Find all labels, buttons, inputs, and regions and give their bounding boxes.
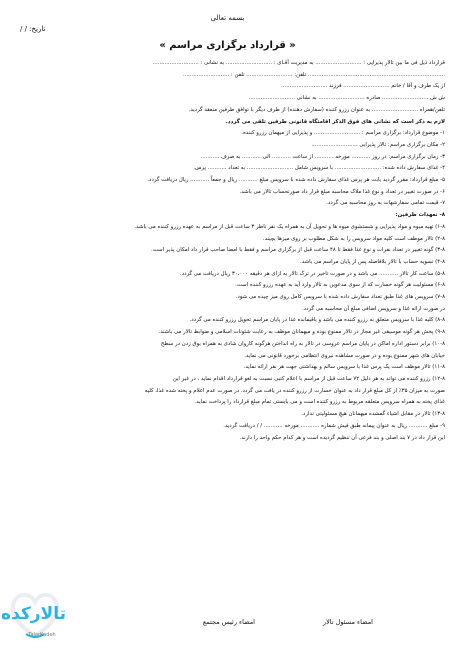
contract-line: تلفن/همراه ........................... به عنوان رزرو کننده (سفارش دهنده) از طرف دیگر با توافق طرفین منعقد گردید. [188,106,445,113]
contract-line: ۵- مبلغ قرارداد: مقرر گردید بابت هر پرس غذای سفارش داده شده با سرویس مبلغ ........... ریال و جمعاً ........... ریال دریافت گردد. [147,177,445,184]
contract-line: ۹-۸) پخش هر گونه موسیقی غیر مجاز در تالار ممنوع بوده و میهمانان موظف به رعایت شئونات اسلامی و ضوابط تالار می باشند. [158,329,445,336]
contract-line: قرارداد ذیل فی ما بین تالار پذیرایی : ........................... به مدیریت آقـای : ........................... به نشانی : ........................... [152,60,445,66]
contract-line: ۶- در صورت تغییر در تعداد و نوع غذا ملاک محاسبه مبلغ قرار داد صورتحساب تالار می باشد. [239,188,445,195]
contract-line: ۵-۸) ساعت کار تالار ........... می باشد و در صورت تاخیر در ترک تالار به ازای هر دقیقه ۳۰،۰۰۰ ریال دریافت می گردد. [179,270,445,277]
logo-subtext: TalarKadeh [28,632,56,638]
contract-line: ۱-۸) تهیه میوه و مواد پذیرایی و شستشوی میوه ها و تحویل آن به همراه یک نفر ناظر ۳ ساعت قبل از مراسم به عهده رزرو کننده می باشد. [134,223,445,230]
basmala: بسمه تعالی [210,14,245,22]
contract-line: در صورت ارائه غذا و سرویس اضافی مبلغ آن محاسبه می گردد. [302,305,445,312]
contract-line: ۱۱-۸) تالار موظف است یک پرس غذا با سرویس سالم و بهداشتی جهت هر نفر ارائه نماید. [243,364,445,371]
contract-line: ۲-۸) تالار موظف است کلیه مواد سرویس را به شکل مطلوب بر روی میزها بچیند. [262,235,445,242]
contract-line: ۷- قیمت تمامی سفارشهات به روز محاسبه می گردد. [326,200,445,207]
contract-line: ۳- زمان برگزاری مراسم: در روز ........... مورخه ........... از ساعت ........... الی ........... به صرف ........... [200,153,445,160]
contract-body [11,58,445,444]
contract-line: ................................................................................ تلفن: ........................... تلفن : ........................... [182,71,445,78]
contract-line: ۸- تعهدات طرفین: [395,212,445,219]
contract-line: از یک طرف و آقا / خانم ........................... فرزند ........................... [281,83,445,90]
contract-line: ۶-۸) مسئولیت هر گونه خسارت که از سوی مدعوین به تالار وارد آید به عهده رزرو کننده است. [235,282,445,289]
contract-line: ۹- مبلغ ........... ریال به عنوان پیمانه طبق فیش شماره ........... مورخه ........... / / دریافت گردید. [223,422,445,429]
contract-line: غذای پخته به همراه سرویس متعلقه مربوط به رزرو کننده است و می بایستی تمام مبلغ قرارداد را پرداخت نماید. [194,399,445,406]
contract-line: ۳-۸) گونه تغییر در تعداد نفرات و نوع غذا فقط تا ۴۸ ساعت قبل از برگزاری مراسم و فقط با امضا صاحب قرار داد امکان پذیر است. [150,247,445,254]
contract-line: ۱۲-۸) رزرو کننده می تواند به هر دلیل ۷۲ ساعت قبل از مراسم با اعلام کتبی نسبت به لغو قرارداد اقدام نماید ، در غیر این [172,375,445,382]
talarkadeh-logo [1,584,66,644]
logo-text: تالارکده [1,604,66,624]
contract-line: ۱۳-۸) تالار در مقابل اشیاء گمشده میهمانان هیچ مسئولیتی ندارد. [301,411,445,418]
contract-line: ۴-۸) تسویه حساب با تالار بلافاصله پس از پایان مراسم می باشد. [300,258,445,265]
signature-complex-head: امضاء رئیس مجتمع [202,618,255,626]
contract-line: ۱۰-۸) برابر دستور اداره اماکن در پایان مراسم عروسی در تالار به راه انداختن هرگونه کاروان شادی به همراه بوق زدن در سطح [160,340,445,347]
contract-line: ۴- غذای سفارش داده شده: ........................... با سرویس شامل ........................... به تعداد ........... پرس. [193,165,445,172]
contract-line: این قرار داد در ۷ بند اصلی و بند فرعی آن تنظیم گردیده است و هر کدام حکم واحد را دارند. [239,434,445,441]
contract-line: صورت به میزان ۳۵٪ از کل مبلغ قرار داد به عنوان خسارت از رزرو کننده در یافت می گردد. در صورت عدم اعلام و پخته شده غذا، کلیه [144,387,445,394]
contract-line: ش ش ........................... صادره ........................... به نشانی ........................... [248,95,445,102]
contract-title: « قرارداد برگزاری مراسم » [159,40,296,51]
contract-line: ۲- مکان برگزاری مراسم: تالار پذیرایی ........................... [311,141,445,148]
contract-line: ۸-۸) کلیه غذا با سرویس متعلق به رزرو کننده می باشد و باقیمانده غذا در پایان مراسم تحویل رزرو کننده می گردد. [189,317,445,324]
contract-line: لازم به ذکر است که نشانی های فوق الذکر اقامتگاه قانونی طرفین تلقی می گردد. [225,118,445,125]
signature-hall-manager: امضاء مسئول تالار [322,618,373,626]
contract-line: خیابان های شهر ممنوع بوده و در صورت مشاهده نیروی انتظامی برخورد قانونی می نماید. [244,352,445,359]
contract-line: ۱- موضوع قرارداد: برگزاری مراسم : ........................... و پذیرایی از میهمان رزرو کننده. [241,130,445,137]
contract-line: ۷-۸) سرویس های غذا طبق تعداد سفارش داده شده با سرویس کامل روی میز چیده می شود. [235,294,445,301]
date-label: تاریخ: / / [20,25,46,33]
